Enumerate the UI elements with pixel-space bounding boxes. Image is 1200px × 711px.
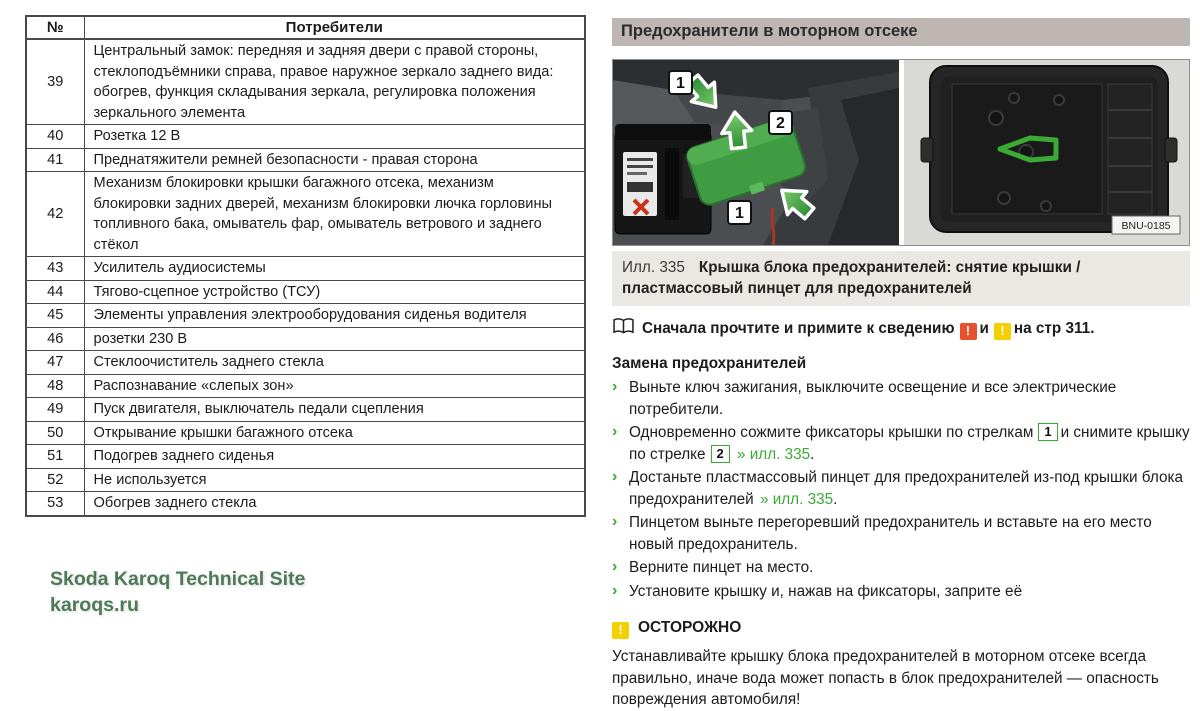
table-row — [26, 492, 585, 516]
step-6 — [612, 581, 1190, 603]
fuse-number-cell: 53 — [26, 492, 84, 516]
step-5 — [612, 557, 1190, 579]
red-exclamation-icon: ! — [960, 323, 977, 340]
fuse-number-cell: 46 — [26, 327, 84, 351]
bullet-arrow-icon: › — [612, 513, 618, 530]
fuse-number-cell: 50 — [26, 421, 84, 445]
warning-text: Устанавливайте крышку блока предохранителей в моторном отсеке всегда правильно, иначе вода может попасть в блок предохранителей — опасность повреждения автомобиля! — [612, 648, 1159, 708]
table-row — [26, 421, 585, 445]
column-header-consumers: Потребители — [84, 16, 585, 39]
fuse-number-cell: 48 — [26, 374, 84, 398]
table-row — [26, 172, 585, 257]
figure-number: Илл. 335 — [622, 259, 685, 276]
inline-callout-2: 2 — [711, 445, 730, 463]
fuse-number-cell: 41 — [26, 148, 84, 172]
fuse-number-cell: 45 — [26, 304, 84, 328]
section-title: Предохранители в моторном отсеке — [612, 18, 1190, 46]
steps-list — [612, 377, 1190, 602]
table-row — [26, 374, 585, 398]
table-row — [26, 125, 585, 149]
fuse-consumers-cell: Тягово-сцепное устройство (ТСУ) — [84, 280, 585, 304]
table-row — [26, 39, 585, 125]
image-code-label — [1112, 216, 1180, 234]
read-first-note — [612, 318, 1190, 340]
figure-335 — [612, 59, 1190, 246]
fuse-table-body — [26, 39, 585, 516]
step-4 — [612, 512, 1190, 555]
figure-caption — [612, 251, 1190, 306]
fuse-cover-tweezers-photo — [904, 60, 1189, 245]
fuse-consumers-cell: Не используется — [84, 468, 585, 492]
table-row — [26, 351, 585, 375]
step-3-suffix: . — [833, 490, 838, 508]
fuse-consumers-cell: Пуск двигателя, выключатель педали сцепления — [84, 398, 585, 422]
bullet-arrow-icon: › — [612, 558, 618, 575]
table-row — [26, 257, 585, 281]
fuse-consumers-cell: Распознавание «слепых зон» — [84, 374, 585, 398]
fuse-number-cell: 52 — [26, 468, 84, 492]
callout-2 — [769, 111, 792, 134]
fuse-consumers-cell: Открывание крышки багажного отсека — [84, 421, 585, 445]
callout-1a — [669, 71, 692, 94]
site-url-link[interactable]: karoqs.ru — [50, 594, 139, 616]
site-title: Skoda Karoq Technical Site — [50, 568, 306, 590]
engine-bay-photo — [613, 60, 899, 245]
step-3 — [612, 467, 1190, 510]
table-row — [26, 327, 585, 351]
bullet-arrow-icon: › — [612, 378, 618, 395]
warning-header — [612, 619, 1190, 639]
fuse-consumers-cell: Усилитель аудиосистемы — [84, 257, 585, 281]
figure-335-link[interactable]: » илл. 335 — [736, 445, 811, 463]
bullet-arrow-icon: › — [612, 581, 618, 599]
fuse-consumers-cell: Обогрев заднего стекла — [84, 492, 585, 516]
red-cable — [772, 208, 774, 245]
fuse-consumers-cell: розетки 230 В — [84, 327, 585, 351]
manual-section — [612, 18, 1190, 711]
step-2 — [612, 422, 1190, 465]
step-2-text-mid: и снимите крышку по стрелке — [629, 424, 1190, 463]
fuse-number-cell: 42 — [26, 172, 84, 257]
column-header-number: № — [26, 16, 84, 39]
table-row — [26, 468, 585, 492]
warning-icon: ! — [612, 622, 629, 639]
fuse-consumers-cell: Розетка 12 В — [84, 125, 585, 149]
svg-text:BNU-0185: BNU-0185 — [1121, 220, 1171, 232]
fuse-consumers-cell: Элементы управления электрооборудования сиденья водителя — [84, 304, 585, 328]
yellow-exclamation-icon: ! — [994, 323, 1011, 340]
step-6-text: Установите крышку и, нажав на фиксаторы, заприте её — [629, 582, 1023, 600]
step-4-text: Пинцетом выньте перегоревший предохранитель и вставьте на его место новый предохранитель. — [629, 514, 1152, 553]
fuse-number-cell: 51 — [26, 445, 84, 469]
figure-caption-text: Крышка блока предохранителей: снятие крышки / пластмассовый пинцет для предохранителей — [622, 259, 1081, 297]
table-header-row — [26, 16, 585, 39]
step-2-text: Одновременно сожмите фиксаторы крышки по стрелкам — [629, 424, 1034, 441]
table-row — [26, 398, 585, 422]
table-row — [26, 280, 585, 304]
table-row — [26, 304, 585, 328]
bullet-arrow-icon: › — [612, 423, 618, 440]
fuse-table-section — [25, 15, 586, 517]
fuse-cover — [921, 66, 1177, 232]
fuse-consumers-cell: Подогрев заднего сиденья — [84, 445, 585, 469]
note-text-pre: Сначала прочтите и примите к сведению — [642, 320, 955, 337]
fuse-consumers-cell: Механизм блокировки крышки багажного отсека, механизм блокировки задних дверей, механизм блокировки лючка горловины топливного бака, омыватель фар, омыватель ветрового и заднего стёкол — [84, 172, 585, 257]
svg-text:1: 1 — [676, 75, 685, 92]
fuse-number-cell: 47 — [26, 351, 84, 375]
table-row — [26, 445, 585, 469]
step-2-suffix: . — [810, 445, 815, 463]
table-row — [26, 148, 585, 172]
fuse-number-cell: 43 — [26, 257, 84, 281]
note-text-mid: и — [979, 320, 989, 337]
fuse-table — [25, 15, 586, 517]
bullet-arrow-icon: › — [612, 468, 618, 485]
step-5-text: Верните пинцет на место. — [629, 559, 814, 576]
fuse-consumers-cell: Преднатяжители ремней безопасности - правая сторона — [84, 148, 585, 172]
fuse-number-cell: 49 — [26, 398, 84, 422]
fuse-number-cell: 39 — [26, 39, 84, 125]
fuse-consumers-cell: Центральный замок: передняя и задняя двери с правой стороны, стеклоподъёмники справа, правое наружное зеркало заднего вида: обогрев, функция складывания зеркала, регулировка положения зеркального элемента — [84, 39, 585, 125]
steps-title: Замена предохранителей — [612, 355, 807, 372]
step-1-text: Выньте ключ зажигания, выключите освещение и все электрические потребители. — [629, 379, 1117, 418]
fuse-number-cell: 40 — [26, 125, 84, 149]
note-text-post: на стр 311. — [1013, 320, 1095, 337]
fuse-number-cell: 44 — [26, 280, 84, 304]
step-1 — [612, 377, 1190, 420]
site-watermark — [50, 566, 305, 620]
step-3-text: Достаньте пластмассовый пинцет для предохранителей из-под крышки блока предохранителей — [629, 469, 1184, 508]
callout-1b — [728, 201, 751, 224]
figure-335-link[interactable]: » илл. 335 — [759, 490, 834, 508]
warning-title: ОСТОРОЖНО — [638, 619, 742, 636]
svg-text:1: 1 — [735, 205, 744, 222]
book-icon — [612, 318, 635, 335]
inline-callout-1: 1 — [1038, 423, 1057, 441]
fuse-consumers-cell: Стеклоочиститель заднего стекла — [84, 351, 585, 375]
svg-text:2: 2 — [776, 115, 785, 132]
